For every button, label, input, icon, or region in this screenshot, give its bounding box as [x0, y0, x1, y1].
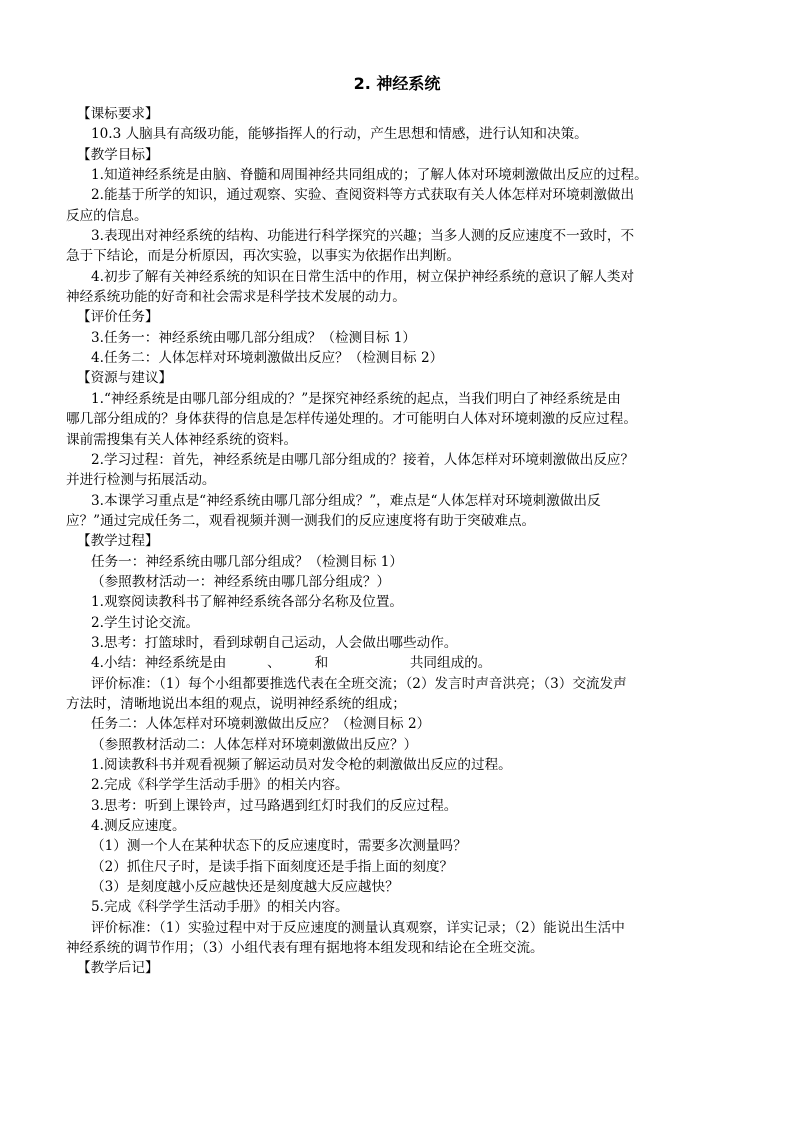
text-line: 应？”通过完成任务二，观看视频并测一测我们的反应速度将有助于突破难点。: [66, 512, 536, 529]
text-line: （3）是刻度越小反应越快还是刻度越大反应越快？: [91, 879, 399, 896]
text-line: 1.知道神经系统是由脑、脊髓和周围神经共同组成的；了解人体对环境刺激做出反应的过程。: [91, 167, 648, 184]
text-line: 课前需搜集有关人体神经系统的资料。: [66, 431, 298, 448]
section-heading: 【教学过程】: [77, 533, 159, 550]
text-line: 4.初步了解有关神经系统的知识在日常生活中的作用，树立保护神经系统的意识了解人类对: [91, 268, 635, 285]
text-line: 反应的信息。: [66, 207, 148, 224]
text-line: 2.学习过程：首先，神经系统是由哪几部分组成的？接着，人体怎样对环境刺激做出反应？: [91, 451, 635, 468]
document-body: [66, 104, 750, 979]
text-line: （参照教材活动一：神经系统由哪几部分组成？）: [91, 573, 391, 590]
text-line: 评价标准：（1）实验过程中对于反应速度的测量认真观察，详实记录；（2）能说出生活中: [91, 919, 625, 936]
text-line: 10.3 人脑具有高级功能，能够指挥人的行动，产生思想和情感，进行认知和决策。: [91, 126, 588, 143]
text-line: 4.测反应速度。: [91, 818, 186, 835]
text-line: （1）测一个人在某种状态下的反应速度时，需要多次测量吗？: [91, 838, 467, 855]
text-line: 1.阅读教科书并观看视频了解运动员对发令枪的刺激做出反应的过程。: [91, 757, 512, 773]
text-line: 任务一：神经系统由哪几部分组成？（检测目标 1）: [91, 553, 404, 570]
text-line: 3.本课学习重点是“神经系统由哪几部分组成？”，难点是“人体怎样对环境刺激做出反: [91, 492, 601, 509]
text-line: 3.表现出对神经系统的结构、功能进行科学探究的兴趣；当多人测的反应速度不一致时，不: [91, 228, 635, 245]
page-title: 2. 神经系统: [353, 74, 441, 93]
text-line: 1.观察阅读教科书了解神经系统各部分名称及位置。: [91, 594, 404, 611]
section-heading: 【课标要求】: [77, 106, 159, 122]
text-line: 2.学生讨论交流。: [91, 614, 200, 631]
text-line: 神经系统功能的好奇和社会需求是科学技术发展的动力。: [66, 289, 406, 306]
text-line: 3.思考：打篮球时，看到球朝自己运动，人会做出哪些动作。: [91, 634, 458, 651]
section-heading: 【资源与建议】: [77, 370, 173, 387]
text-line: 4.任务二：人体怎样对环境刺激做出反应？（检测目标 2）: [91, 350, 444, 367]
text-line: 哪几部分组成的？身体获得的信息是怎样传递处理的。才可能明白人体对环境刺激的反应过程。: [66, 411, 637, 428]
text-line: （2）抓住尺子时，是读手指下面刻度还是手指上面的刻度？: [91, 858, 454, 875]
text-line: 方法时，清晰地说出本组的观点，说明神经系统的组成；: [66, 695, 406, 712]
text-line: 4.小结：神经系统是由 、 和 共同组成的。: [91, 655, 492, 672]
text-line: 5.完成《科学学生活动手册》的相关内容。: [91, 899, 349, 916]
section-heading: 【教学目标】: [77, 146, 159, 163]
text-line: 1.“神经系统是由哪几部分组成的？”是探究神经系统的起点，当我们明白了神经系统是由: [91, 390, 621, 407]
text-line: 2.能基于所学的知识，通过观察、实验、查阅资料等方式获取有关人体怎样对环境刺激做出: [91, 187, 635, 204]
text-line: 评价标准：（1）每个小组都要推选代表在全班交流；（2）发言时声音洪亮；（3）交流发声: [91, 675, 627, 692]
text-line: 3.任务一：神经系统由哪几部分组成？（检测目标 1）: [91, 329, 417, 346]
text-line: 任务二：人体怎样对环境刺激做出反应？（检测目标 2）: [91, 716, 431, 733]
section-heading: 【评价任务】: [77, 309, 159, 326]
text-line: （参照教材活动二：人体怎样对环境刺激做出反应？）: [91, 736, 418, 753]
text-line: 急于下结论，而是分析原因，再次实验，以事实为依据作出判断。: [66, 248, 461, 265]
section-heading: 【教学后记】: [77, 960, 159, 977]
text-line: 2.完成《科学学生活动手册》的相关内容。: [91, 777, 349, 794]
text-line: 并进行检测与拓展活动。: [66, 472, 216, 489]
text-line: 3.思考：听到上课铃声，过马路遇到红灯时我们的反应过程。: [91, 797, 458, 814]
text-line: 神经系统的调节作用；（3）小组代表有理有据地将本组发现和结论在全班交流。: [66, 940, 544, 957]
